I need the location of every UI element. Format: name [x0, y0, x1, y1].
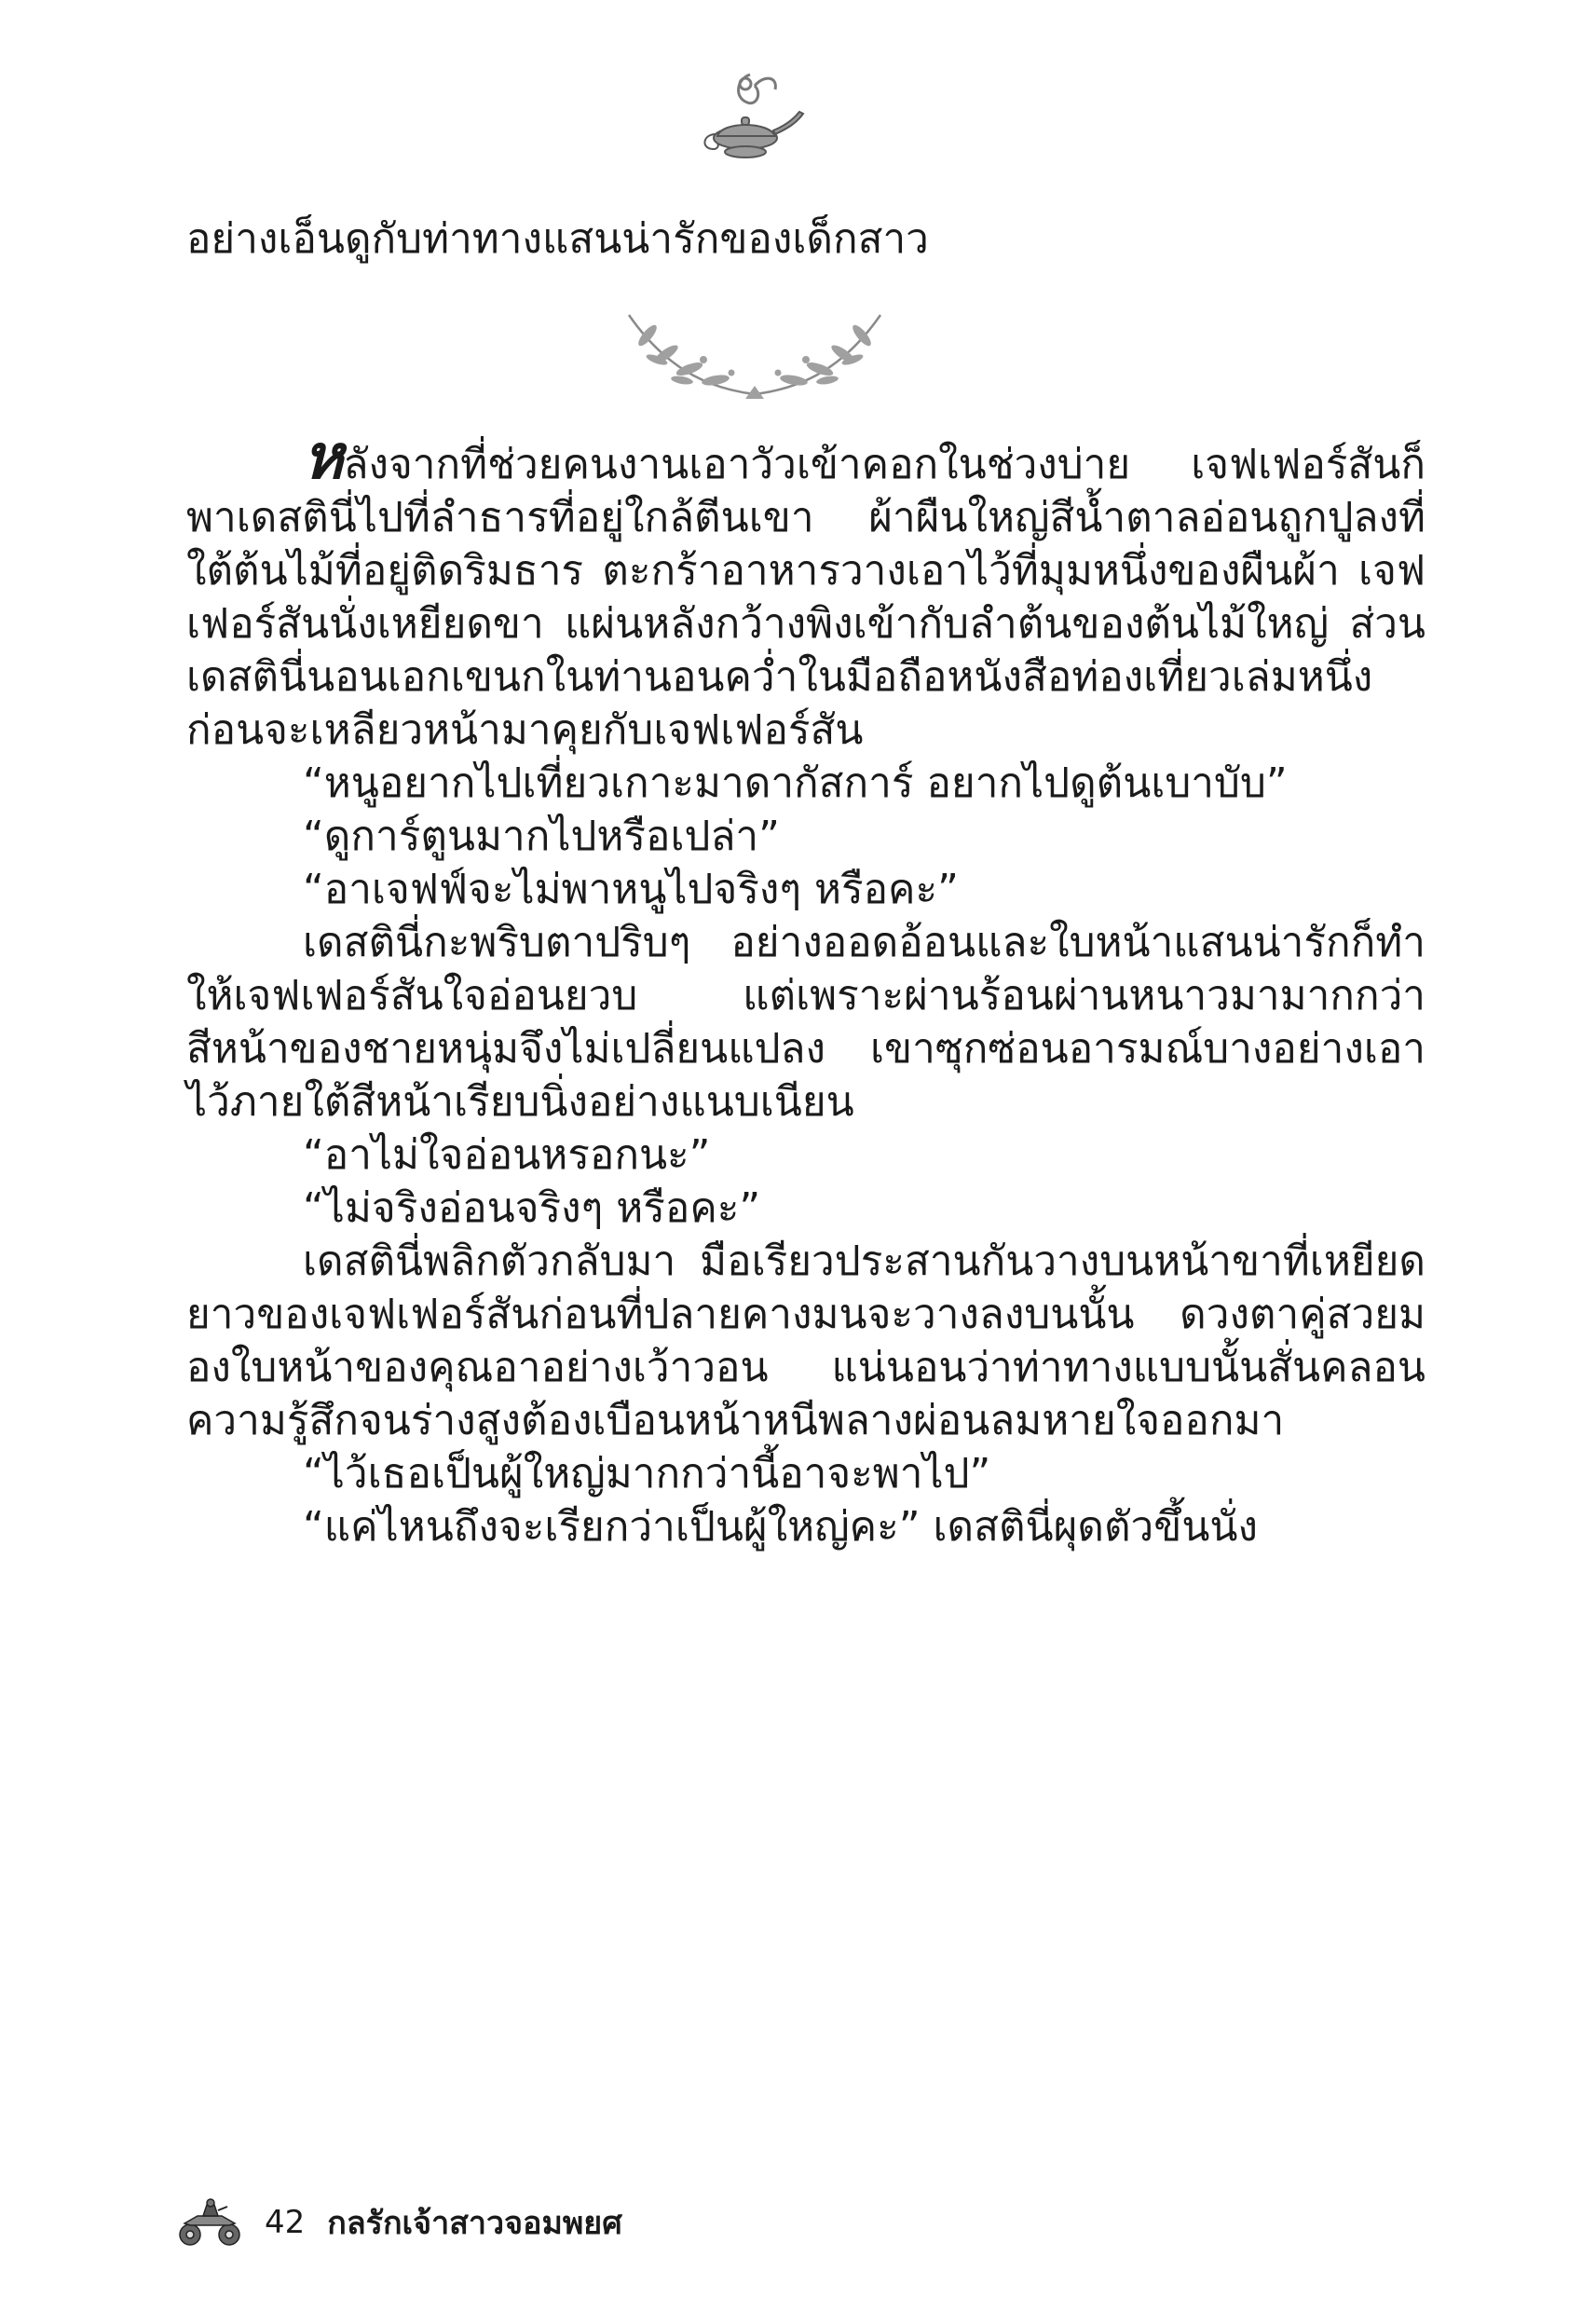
dialog-line: “หนูอยากไปเที่ยวเกาะมาดากัสการ์ อยากไปดูต้นเบาบับ”: [303, 759, 1288, 807]
dialog-line: “ไว้เธอเป็นผู้ใหญ่มากกว่านี้อาจะพาไป”: [303, 1450, 991, 1497]
book-title: กลรักเจ้าสาวจอมพยศ: [327, 2205, 622, 2242]
continued-text-line: อย่างเอ็นดูกับท่าทางแสนน่ารักของเด็กสาว: [186, 215, 929, 263]
paragraph: เดสตินี่พลิกตัวกลับมา มือเรียวประสานกันวางบนหน้าขาที่เหยียดยาวของเจฟเฟอร์สันก่อนที่ปลายคางมนจะวางลงบนนั้น ดวงตาคู่สวยมองใบหน้าของคุณอาอย่างเว้าวอน แน่นอนว่าท่าทางแบบนั้นสั่นคลอนความรู้สึกจนร่างสูงต้องเบือนหน้าหนีพลางผ่อนลมหายใจออกมา: [186, 1238, 1425, 1444]
atv-quad-bike-icon: [177, 2197, 242, 2248]
dialog-line: “อาไม่ใจอ่อนหรอกนะ”: [303, 1131, 711, 1179]
drop-cap-letter: ห: [303, 421, 344, 493]
page-footer: [177, 2195, 622, 2250]
dialog-line: “แค่ไหนถึงจะเรียกว่าเป็นผู้ใหญ่คะ” เดสตินี่ผุดตัวขึ้นนั่ง: [303, 1503, 1258, 1551]
chapter-body-text: [186, 421, 1425, 1553]
dialog-line: “ดูการ์ตูนมากไปหรือเปล่า”: [303, 813, 780, 860]
dialog-line: “ไม่จริงอ่อนจริงๆ หรือคะ”: [303, 1184, 761, 1232]
laurel-branch-divider-icon: [615, 306, 894, 408]
genie-lamp-icon: [689, 56, 811, 177]
paragraph: [186, 421, 1425, 757]
paragraph-text: ลังจากที่ช่วยคนงานเอาวัวเข้าคอกในช่วงบ่าย เจฟเฟอร์สันก็พาเดสตินี่ไปที่ลำธารที่อยู่ใกล้ตีนเขา ผ้าผืนใหญ่สีน้ำตาลอ่อนถูกปูลงที่ใต้ต้นไม้ที่อยู่ติดริมธาร ตะกร้าอาหารวางเอาไว้ที่มุมหนึ่งของผืนผ้า เจฟเฟอร์สันนั่งเหยียดขา แผ่นหลังกว้างพิงเข้ากับลำต้นของต้นไม้ใหญ่ ส่วนเดสตินี่นอนเอกเขนกในท่านอนคว่ำในมือถือหนังสือท่องเที่ยวเล่มหนึ่งก่อนจะเหลียวหน้ามาคุยกับเจฟเฟอร์สัน: [186, 441, 1425, 754]
page-number: 42: [265, 2204, 306, 2241]
paragraph: เดสตินี่กะพริบตาปริบๆ อย่างออดอ้อนและใบหน้าแสนน่ารักก็ทำให้เจฟเฟอร์สันใจอ่อนยวบ แต่เพราะผ่านร้อนผ่านหนาวมามากกว่า สีหน้าของชายหนุ่มจึงไม่เปลี่ยนแปลง เขาซุกซ่อนอารมณ์บางอย่างเอาไว้ภายใต้สีหน้าเรียบนิ่งอย่างแนบเนียน: [186, 919, 1425, 1126]
dialog-line: “อาเจฟฟ์จะไม่พาหนูไปจริงๆ หรือคะ”: [303, 866, 959, 913]
